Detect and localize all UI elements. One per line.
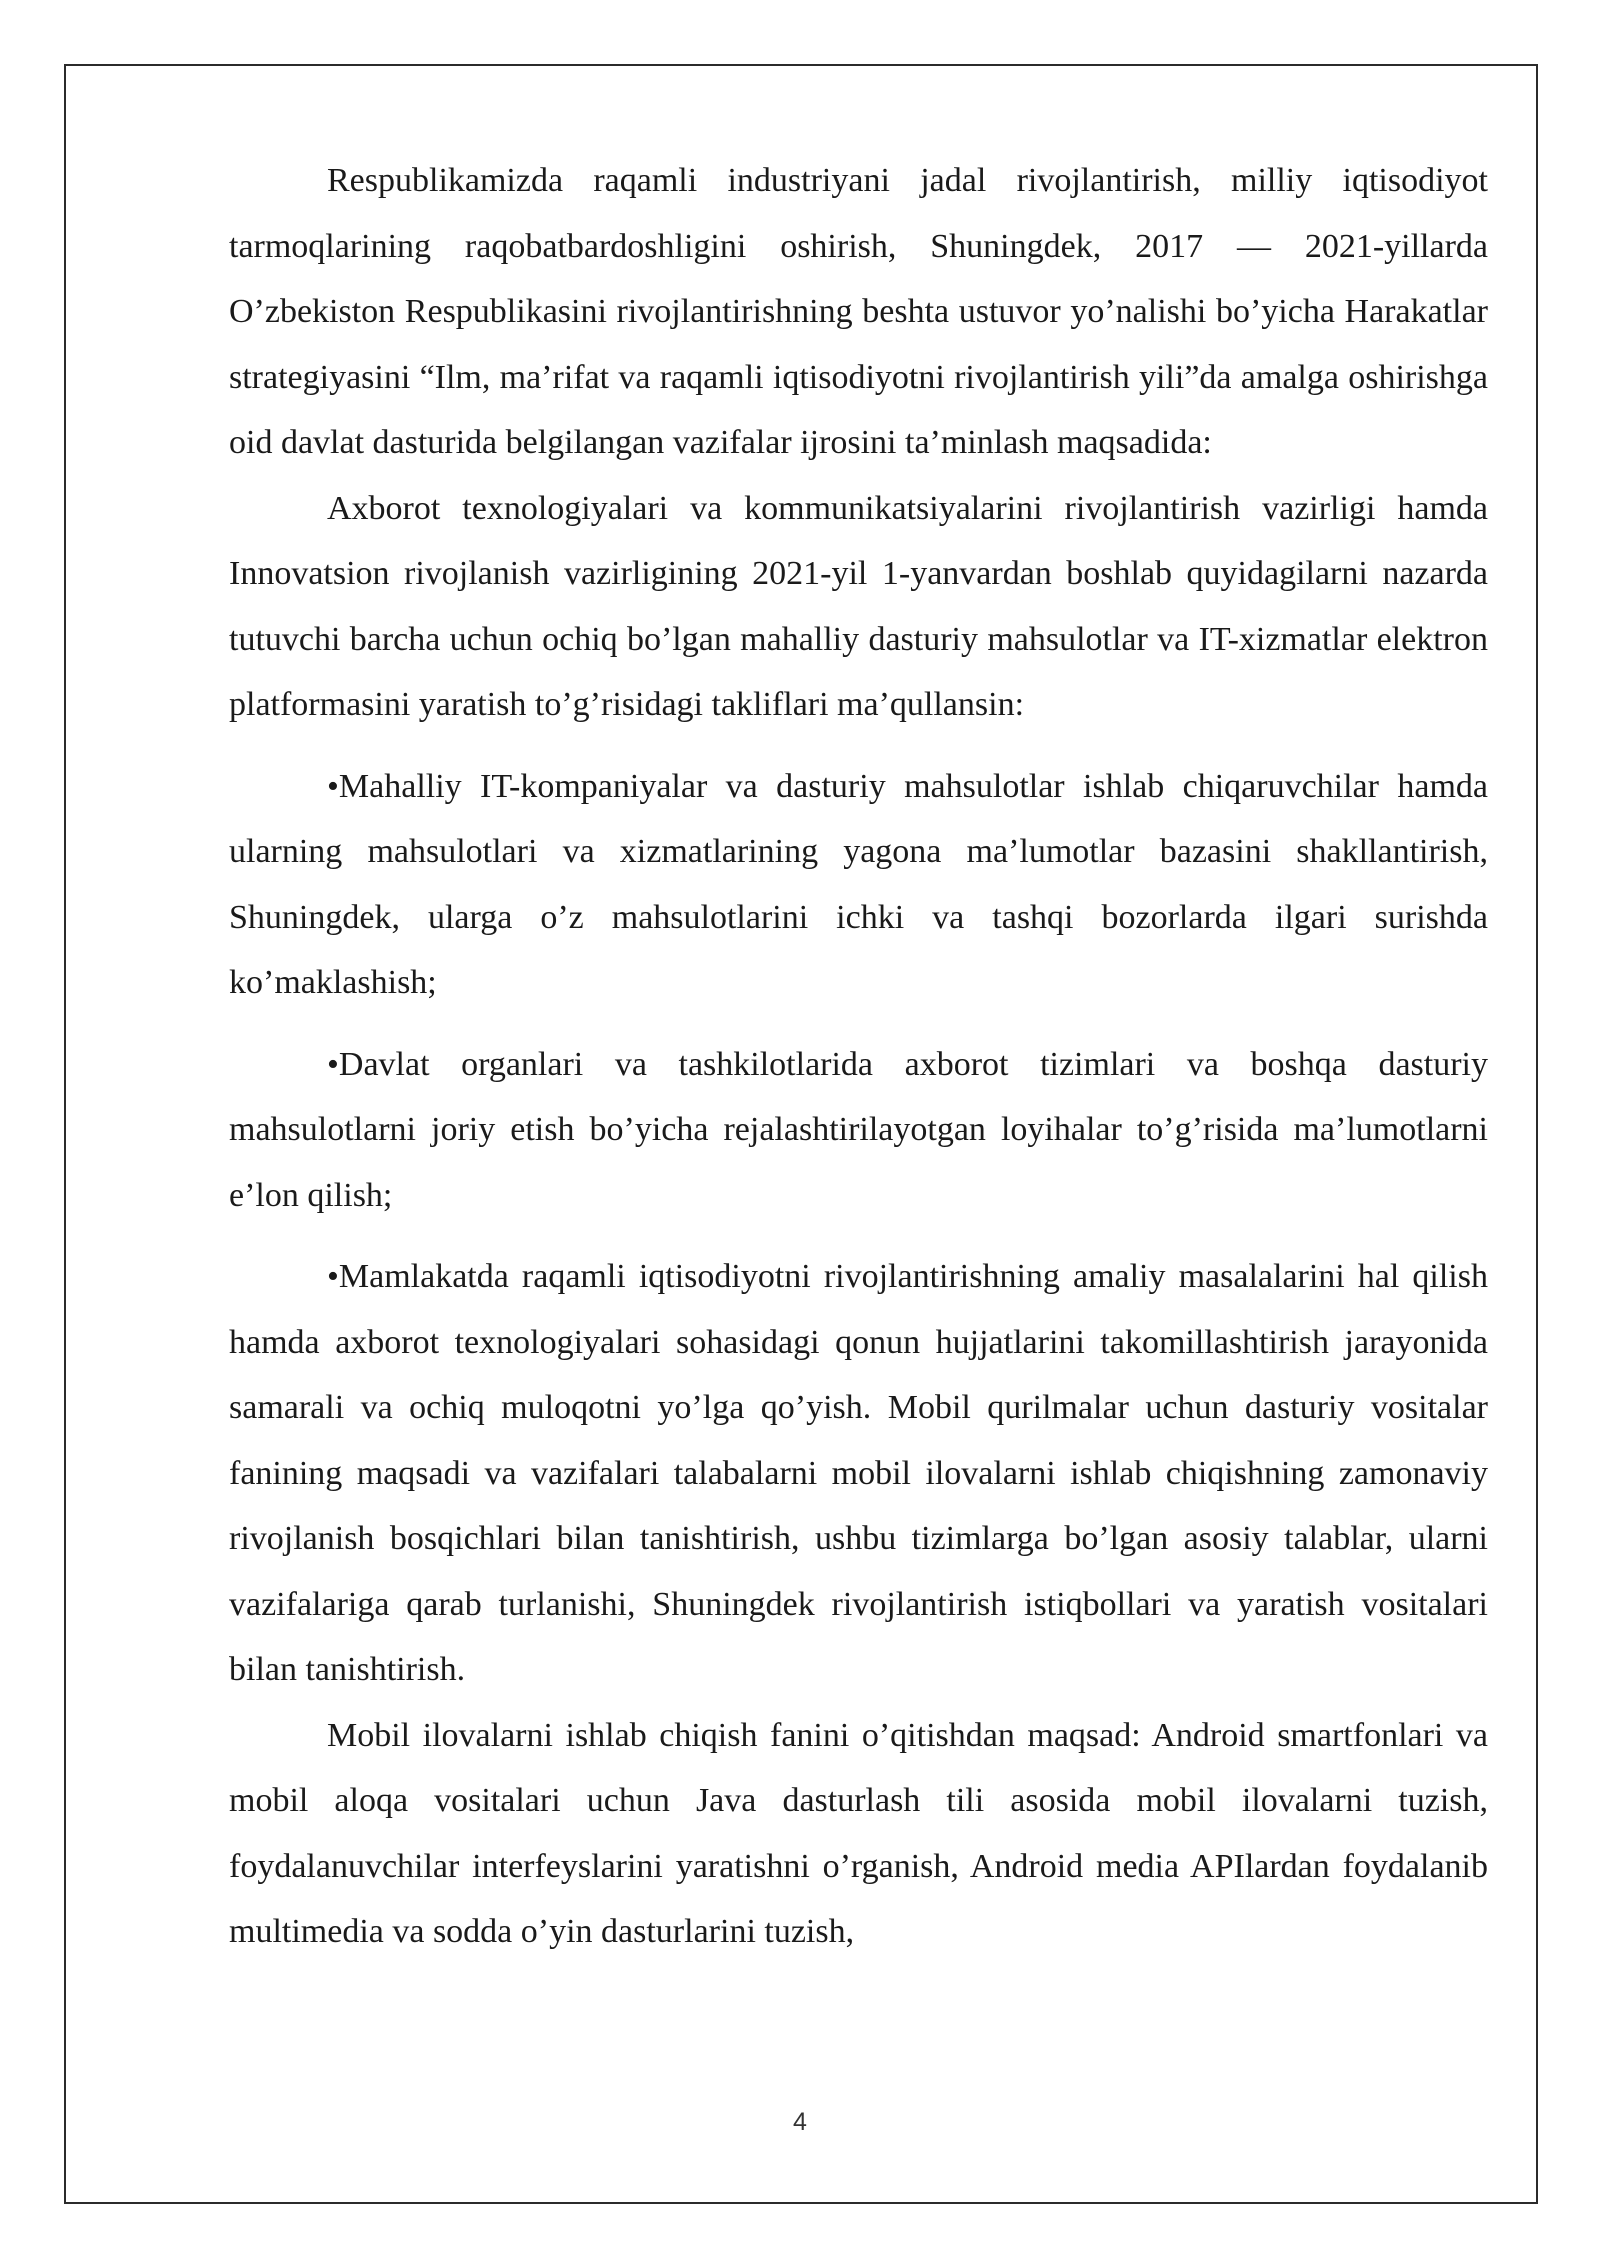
paragraph-bullet-projects: •Davlat organlari va tashkilotlarida axborot tizimlari va boshqa dasturiy mahsulotlarni joriy etish bo’yicha rejalashtirilayotgan loyihalar to’g’risida ma’lumotlarni e’lon qilish; [229,1045,1488,1214]
paragraph-approval: Axborot texnologiyalari va kommunikatsiyalarini rivojlantirish vazirligi hamda Innovatsion rivojlanish vazirligining 2021-yil 1-yanvardan boshlab quyidagilarni nazarda tutuvchi barcha uchun ochiq bo’lgan mahalliy dasturiy mahsulotlar va IT-xizmatlar elektron platformasini yaratish to’g’risidagi takliflari ma’qullansin: [229,489,1488,723]
paragraph-intro: Respublikamizda raqamli industriyani jadal rivojlantirish, milliy iqtisodiyot tarmoqlarining raqobatbardoshligini oshirish, Shuningdek, 2017 — 2021-yillarda O’zbekiston Respublikasini rivojlantirishning beshta ustuvor yo’nalishi bo’yicha Harakatlar strategiyasini “Ilm, ma’rifat va raqamli iqtisodiyotni rivojlantirish yili”da amalga oshirishga oid davlat dasturida belgilangan vazifalar ijrosini ta’minlash maqsadida: [229,162,1488,461]
document-body [229,148,1488,1965]
paragraph-course-goal: Mobil ilovalarni ishlab chiqish fanini o’qitishdan maqsad: Android smartfonlari va mobil aloqa vositalari uchun Java dasturlash tili asosida mobil ilovalarni tuzish, foydalanuvchilar interfeyslarini yaratishni o’rganish, Android media APIlardan foydalanib multimedia va sodda o’yin dasturlarini tuzish, [229,1716,1488,1950]
paragraph-bullet-dialogue: •Mamlakatda raqamli iqtisodiyotni rivojlantirishning amaliy masalalarini hal qilish hamda axborot texnologiyalari sohasidagi qonun hujjatlarini takomillashtirish jarayonida samarali va ochiq muloqotni yo’lga qo’yish. Mobil qurilmalar uchun dasturiy vositalar fanining maqsadi va vazifalari talabalarni mobil ilovalarni ishlab chiqishning zamonaviy rivojlanish bosqichlari bilan tanishtirish, ushbu tizimlarga bo’lgan asosiy talablar, ularni vazifalariga qarab turlanishi, Shuningdek rivojlantirish istiqbollari va yaratish vositalari bilan tanishtirish. [229,1258,1488,1688]
paragraph-bullet-database: •Mahalliy IT-kompaniyalar va dasturiy mahsulotlar ishlab chiqaruvchilar hamda ularning mahsulotlari va xizmatlarining yagona ma’lumotlar bazasini shakllantirish, Shuningdek, ularga o’z mahsulotlarini ichki va tashqi bozorlarda ilgari surishda ko’maklashish; [229,767,1488,1001]
page-number: 4 [793,2108,807,2136]
